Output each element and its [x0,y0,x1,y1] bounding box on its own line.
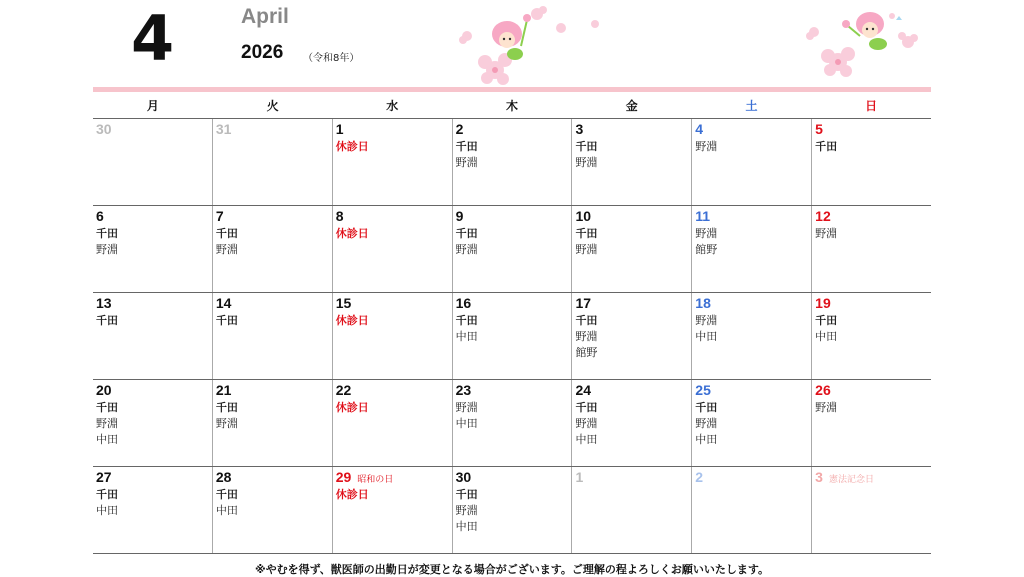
calendar-day-cell [812,206,931,292]
vet-name: 中田 [815,330,838,343]
day-number-row [456,208,569,226]
vet-name: 千田 [455,227,478,240]
day-number: 5 [815,121,823,137]
calendar-day-cell [812,293,931,379]
vet-name: 千田 [215,401,238,414]
vet-name: 野淵 [455,504,478,517]
day-number-row [96,382,209,400]
vet-name: 野淵 [575,243,598,256]
day-number-row [456,469,569,487]
calendar-day-cell [93,206,213,292]
calendar-day-cell [812,467,931,553]
calendar-day-cell [93,380,213,466]
day-number: 6 [96,208,104,224]
day-number-row [815,208,928,226]
vet-name: 中田 [695,330,718,343]
vet-name: 千田 [215,314,238,327]
holiday-name: 憲法記念日 [828,474,874,484]
month-number: 4 [131,2,175,75]
vet-name: 千田 [455,488,478,501]
cherry-blossom-fairy-left-icon [455,2,605,88]
vet-name: 千田 [575,401,598,414]
vet-name: 中田 [455,520,478,533]
day-number-row [815,382,928,400]
day-number: 13 [96,295,112,311]
calendar-day-cell [333,206,453,292]
calendar-day-cell [93,467,213,553]
day-number-row [336,208,449,226]
vet-name: 千田 [695,401,718,414]
calendar-day-cell [93,119,213,205]
vet-name: 千田 [575,140,598,153]
day-number-row [336,295,449,313]
day-number-row [575,469,688,487]
weekday-label: 水 [386,99,399,113]
vet-name: 野淵 [695,227,718,240]
closed-day-label: 休診日 [335,140,369,153]
calendar-day-cell [93,293,213,379]
vet-name: 野淵 [215,243,238,256]
day-number: 21 [215,382,232,398]
vet-name: 千田 [96,227,118,240]
vet-name: 千田 [96,314,118,327]
day-number: 15 [335,295,352,311]
day-number-row [815,295,928,313]
calendar-day-cell [333,380,453,466]
day-number: 16 [455,295,472,311]
footer-note: ※やむを得ず、獣医師の出勤日が変更となる場合がございます。ご理解の程よろしくお願いいたします。 [254,563,770,576]
calendar-day-cell [572,206,692,292]
calendar-day-cell [572,293,692,379]
vet-name: 中田 [96,504,118,517]
calendar-day-cell [572,467,692,553]
weekday-label: 金 [625,99,638,113]
day-number: 29 [335,469,352,485]
day-number: 27 [96,469,112,485]
day-number: 4 [695,121,704,137]
weekday-label: 火 [266,99,279,113]
calendar-day-cell [213,293,333,379]
day-number: 19 [815,295,831,311]
calendar-day-cell [453,467,573,553]
day-number-row [216,208,329,226]
calendar-day-cell [692,380,812,466]
vet-name: 館野 [575,346,598,359]
vet-name: 千田 [815,140,838,153]
calendar-day-cell [213,380,333,466]
day-number: 17 [575,295,592,311]
day-number: 9 [455,208,464,224]
vet-name: 野淵 [455,401,478,414]
day-number-row [96,208,209,226]
calendar-day-cell [213,119,333,205]
day-number: 24 [575,382,592,398]
day-number: 30 [96,121,112,137]
vet-name: 野淵 [455,156,478,169]
day-number-row [216,382,329,400]
day-number: 25 [695,382,711,398]
day-number-row [456,382,569,400]
vet-name: 千田 [215,488,238,501]
calendar-day-cell [453,380,573,466]
closed-day-label: 休診日 [335,488,369,501]
day-number-row [216,295,329,313]
calendar-day-cell [812,380,931,466]
vet-name: 中田 [455,330,478,343]
day-number: 12 [815,208,831,224]
vet-name: 野淵 [215,417,238,430]
calendar-week-row [93,467,931,554]
vet-name: 千田 [455,140,478,153]
vet-name: 野淵 [96,417,118,430]
day-number-row [695,295,808,313]
day-number-row [575,121,688,139]
day-number-row [216,121,329,139]
calendar-day-cell [692,293,812,379]
calendar-day-cell [692,206,812,292]
calendar-grid [93,119,931,554]
day-number-row [96,121,209,139]
vet-name: 中田 [96,433,118,446]
weekday-header [93,96,931,118]
vet-name: 中田 [215,504,238,517]
vet-name: 野淵 [575,156,598,169]
day-number: 30 [455,469,472,485]
vet-name: 野淵 [455,243,478,256]
calendar-day-cell [572,119,692,205]
vet-name: 千田 [575,314,598,327]
vet-name: 館野 [695,243,718,256]
calendar-day-cell [572,380,692,466]
day-number-row [216,469,329,487]
vet-name: 野淵 [575,417,598,430]
vet-name: 千田 [96,401,118,414]
vet-name: 千田 [575,227,598,240]
year: 2026 [241,42,284,63]
day-number: 11 [695,208,711,224]
calendar-day-cell [333,293,453,379]
vet-name: 中田 [695,433,718,446]
day-number: 1 [335,121,344,137]
day-number-row [695,382,808,400]
day-number: 26 [815,382,831,398]
calendar-day-cell [453,293,573,379]
day-number-row [695,121,808,139]
calendar-day-cell [812,119,931,205]
closed-day-label: 休診日 [335,401,369,414]
day-number-row [815,121,928,139]
day-number: 3 [815,469,823,485]
day-number-row [575,382,688,400]
day-number-row [575,208,688,226]
calendar-day-cell [692,119,812,205]
calendar-day-cell [692,467,812,553]
day-number: 20 [96,382,112,398]
day-number: 3 [575,121,584,137]
day-number-row [695,208,808,226]
calendar-week-row [93,380,931,467]
calendar-day-cell [333,119,453,205]
month-name: April [241,5,289,28]
header-divider [93,87,931,92]
vet-name: 野淵 [815,401,838,414]
vet-name: 千田 [96,488,118,501]
day-number: 2 [695,469,704,485]
day-number-row [96,295,209,313]
calendar-week-row [93,293,931,380]
calendar-day-cell [453,206,573,292]
calendar-day-cell [213,206,333,292]
day-number: 1 [575,469,584,485]
day-number-row [96,469,209,487]
day-number-row [695,469,808,487]
day-number: 14 [215,295,232,311]
calendar-week-row [93,206,931,293]
day-number-row [336,121,449,139]
day-number: 10 [575,208,592,224]
calendar-day-cell [333,467,453,553]
closed-day-label: 休診日 [335,314,369,327]
era-name: （令和8年） [303,53,360,64]
closed-day-label: 休診日 [335,227,369,240]
day-number: 7 [215,208,224,224]
day-number: 31 [215,121,232,137]
calendar-week-row [93,119,931,206]
vet-name: 千田 [215,227,238,240]
calendar-day-cell [213,467,333,553]
day-number: 22 [335,382,352,398]
day-number-row [336,469,449,487]
day-number: 28 [215,469,232,485]
day-number: 18 [695,295,711,311]
vet-name: 野淵 [695,417,718,430]
weekday-label: 月 [146,99,159,113]
weekday-label: 日 [865,99,878,113]
vet-name: 野淵 [815,227,838,240]
day-number-row [575,295,688,313]
day-number-row [456,121,569,139]
vet-name: 中田 [455,417,478,430]
weekday-label: 木 [506,99,519,113]
vet-name: 千田 [815,314,838,327]
vet-name: 野淵 [695,314,718,327]
day-number: 23 [455,382,472,398]
vet-name: 千田 [455,314,478,327]
day-number-row [815,469,928,487]
day-number-row [456,295,569,313]
day-number: 8 [335,208,344,224]
day-number-row [336,382,449,400]
vet-name: 野淵 [695,140,718,153]
vet-name: 野淵 [575,330,598,343]
day-number: 2 [455,121,464,137]
vet-name: 野淵 [96,243,118,256]
holiday-name: 昭和の日 [357,474,394,484]
weekday-label: 土 [745,99,758,113]
calendar-day-cell [453,119,573,205]
vet-name: 中田 [575,433,598,446]
cherry-blossom-fairy-right-icon [800,2,930,88]
